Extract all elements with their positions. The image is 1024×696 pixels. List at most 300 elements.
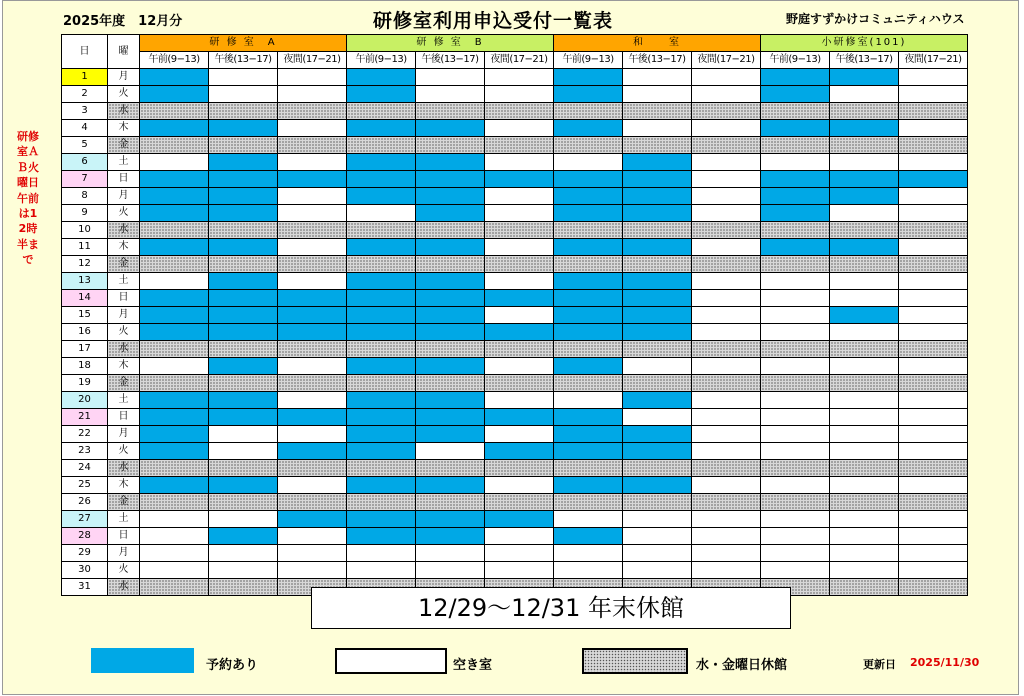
- slot-booked: [554, 358, 623, 375]
- slot-closed: [140, 222, 209, 239]
- slot-booked: [761, 86, 830, 103]
- slot-closed: [554, 494, 623, 511]
- slot-closed: [209, 137, 278, 154]
- slot-booked: [278, 171, 347, 188]
- day-row: [62, 443, 968, 460]
- slot-closed: [554, 137, 623, 154]
- slot-booked: [830, 120, 899, 137]
- slot-closed: [140, 341, 209, 358]
- slot-vacant: [692, 358, 761, 375]
- slot-booked: [554, 290, 623, 307]
- day-row: [62, 222, 968, 239]
- slot-closed: [347, 137, 416, 154]
- slot-vacant: [830, 154, 899, 171]
- slot-booked: [278, 324, 347, 341]
- slot-booked: [209, 154, 278, 171]
- slot-booked: [554, 324, 623, 341]
- slot-vacant: [830, 545, 899, 562]
- slot-vacant: [209, 443, 278, 460]
- slot-closed: [899, 460, 968, 477]
- slot-booked: [209, 477, 278, 494]
- slot-vacant: [761, 443, 830, 460]
- slot-vacant: [485, 239, 554, 256]
- slot-booked: [278, 409, 347, 426]
- day-row: [62, 205, 968, 222]
- slot-header: 夜間(17−21): [899, 52, 968, 69]
- day-number: 18: [62, 358, 108, 375]
- slot-vacant: [140, 511, 209, 528]
- slot-vacant: [761, 154, 830, 171]
- weekday: 火: [108, 86, 140, 103]
- slot-booked: [347, 171, 416, 188]
- slot-vacant: [623, 562, 692, 579]
- slot-vacant: [899, 545, 968, 562]
- slot-closed: [485, 137, 554, 154]
- day-number: 4: [62, 120, 108, 137]
- slot-vacant: [140, 562, 209, 579]
- slot-vacant: [554, 562, 623, 579]
- slot-closed: [830, 579, 899, 596]
- slot-closed: [554, 341, 623, 358]
- slot-vacant: [830, 562, 899, 579]
- schedule-sheet: [2, 0, 1019, 695]
- slot-booked: [416, 120, 485, 137]
- slot-vacant: [485, 358, 554, 375]
- slot-vacant: [761, 273, 830, 290]
- slot-header: 午後(13−17): [209, 52, 278, 69]
- slot-booked: [347, 358, 416, 375]
- slot-closed: [485, 494, 554, 511]
- slot-vacant: [761, 528, 830, 545]
- day-row: [62, 324, 968, 341]
- slot-vacant: [692, 86, 761, 103]
- slot-vacant: [692, 273, 761, 290]
- slot-vacant: [416, 562, 485, 579]
- slot-booked: [554, 171, 623, 188]
- slot-booked: [209, 528, 278, 545]
- day-row: [62, 86, 968, 103]
- weekday: 水: [108, 341, 140, 358]
- day-number: 7: [62, 171, 108, 188]
- slot-booked: [347, 307, 416, 324]
- day-row: [62, 392, 968, 409]
- slot-booked: [140, 409, 209, 426]
- period-label: 2025年度 12月分: [63, 14, 183, 29]
- slot-vacant: [554, 511, 623, 528]
- slot-booked: [416, 409, 485, 426]
- weekday: 水: [108, 103, 140, 120]
- slot-booked: [416, 392, 485, 409]
- slot-header: 午前(9−13): [347, 52, 416, 69]
- slot-closed: [485, 103, 554, 120]
- slot-booked: [554, 239, 623, 256]
- day-row: [62, 290, 968, 307]
- slot-vacant: [278, 358, 347, 375]
- slot-booked: [623, 205, 692, 222]
- slot-vacant: [899, 239, 968, 256]
- slot-vacant: [209, 562, 278, 579]
- slot-closed: [347, 341, 416, 358]
- slot-booked: [209, 307, 278, 324]
- slot-closed: [899, 579, 968, 596]
- day-number: 5: [62, 137, 108, 154]
- slot-closed: [140, 375, 209, 392]
- slot-booked: [347, 392, 416, 409]
- slot-booked: [140, 307, 209, 324]
- slot-header-row: [62, 52, 968, 69]
- slot-vacant: [140, 358, 209, 375]
- slot-closed: [485, 375, 554, 392]
- slot-vacant: [347, 562, 416, 579]
- slot-vacant: [899, 511, 968, 528]
- page-title: 研修室利用申込受付一覧表: [373, 10, 614, 32]
- slot-booked: [761, 171, 830, 188]
- day-number: 20: [62, 392, 108, 409]
- slot-vacant: [761, 307, 830, 324]
- slot-vacant: [209, 86, 278, 103]
- slot-vacant: [140, 273, 209, 290]
- weekday: 火: [108, 443, 140, 460]
- slot-booked: [209, 392, 278, 409]
- slot-closed: [761, 494, 830, 511]
- slot-closed: [278, 222, 347, 239]
- slot-closed: [416, 375, 485, 392]
- slot-booked: [761, 205, 830, 222]
- weekday: 金: [108, 137, 140, 154]
- slot-booked: [623, 477, 692, 494]
- weekday: 水: [108, 460, 140, 477]
- slot-closed: [416, 103, 485, 120]
- slot-vacant: [416, 69, 485, 86]
- slot-closed: [140, 494, 209, 511]
- slot-vacant: [209, 69, 278, 86]
- slot-vacant: [485, 69, 554, 86]
- slot-closed: [899, 103, 968, 120]
- day-number: 1: [62, 69, 108, 86]
- slot-booked: [830, 171, 899, 188]
- slot-vacant: [761, 392, 830, 409]
- day-number: 25: [62, 477, 108, 494]
- slot-vacant: [554, 392, 623, 409]
- slot-booked: [623, 443, 692, 460]
- slot-booked: [623, 392, 692, 409]
- slot-closed: [209, 222, 278, 239]
- slot-booked: [416, 290, 485, 307]
- slot-vacant: [416, 443, 485, 460]
- slot-vacant: [278, 239, 347, 256]
- slot-closed: [692, 256, 761, 273]
- slot-booked: [830, 239, 899, 256]
- slot-vacant: [899, 273, 968, 290]
- slot-closed: [623, 137, 692, 154]
- slot-booked: [347, 409, 416, 426]
- weekday: 日: [108, 290, 140, 307]
- slot-closed: [347, 222, 416, 239]
- legend-vacant-label: 空き室: [453, 658, 493, 673]
- slot-vacant: [761, 477, 830, 494]
- room-header-row: [62, 35, 968, 52]
- slot-booked: [416, 426, 485, 443]
- slot-vacant: [485, 307, 554, 324]
- slot-vacant: [278, 154, 347, 171]
- slot-vacant: [692, 120, 761, 137]
- closure-notice: 12/29〜12/31 年末休館: [311, 587, 791, 629]
- slot-closed: [554, 256, 623, 273]
- slot-closed: [761, 256, 830, 273]
- slot-closed: [761, 103, 830, 120]
- day-row: [62, 154, 968, 171]
- slot-vacant: [899, 477, 968, 494]
- slot-closed: [692, 222, 761, 239]
- slot-vacant: [692, 205, 761, 222]
- slot-closed: [692, 494, 761, 511]
- slot-booked: [209, 171, 278, 188]
- slot-booked: [416, 171, 485, 188]
- day-row: [62, 477, 968, 494]
- slot-booked: [140, 120, 209, 137]
- slot-booked: [485, 443, 554, 460]
- slot-vacant: [140, 154, 209, 171]
- slot-booked: [485, 511, 554, 528]
- slot-closed: [830, 375, 899, 392]
- slot-closed: [899, 341, 968, 358]
- day-number: 9: [62, 205, 108, 222]
- legend-booked-label: 予約あり: [206, 658, 259, 673]
- slot-booked: [554, 188, 623, 205]
- slot-vacant: [692, 528, 761, 545]
- slot-vacant: [485, 273, 554, 290]
- slot-header: 夜間(17−21): [485, 52, 554, 69]
- slot-vacant: [485, 392, 554, 409]
- slot-booked: [761, 69, 830, 86]
- day-number: 16: [62, 324, 108, 341]
- slot-vacant: [623, 511, 692, 528]
- slot-booked: [761, 188, 830, 205]
- room-header-1: 研 修 室 A: [140, 35, 347, 52]
- weekday: 土: [108, 392, 140, 409]
- slot-vacant: [485, 528, 554, 545]
- day-row: [62, 273, 968, 290]
- slot-closed: [209, 494, 278, 511]
- slot-booked: [347, 426, 416, 443]
- day-number: 11: [62, 239, 108, 256]
- slot-booked: [209, 290, 278, 307]
- slot-header: 午前(9−13): [761, 52, 830, 69]
- slot-closed: [830, 137, 899, 154]
- slot-booked: [347, 120, 416, 137]
- day-number: 26: [62, 494, 108, 511]
- slot-booked: [554, 528, 623, 545]
- slot-booked: [140, 69, 209, 86]
- weekday: 日: [108, 171, 140, 188]
- room-header-2: 研 修 室 B: [347, 35, 554, 52]
- slot-vacant: [485, 426, 554, 443]
- slot-closed: [623, 256, 692, 273]
- weekday: 木: [108, 477, 140, 494]
- slot-vacant: [278, 86, 347, 103]
- slot-closed: [278, 341, 347, 358]
- slot-closed: [278, 460, 347, 477]
- updated-date: 2025/11/30: [910, 656, 980, 669]
- slot-vacant: [830, 528, 899, 545]
- slot-vacant: [899, 69, 968, 86]
- slot-booked: [416, 239, 485, 256]
- slot-vacant: [623, 86, 692, 103]
- slot-vacant: [485, 120, 554, 137]
- slot-closed: [209, 375, 278, 392]
- slot-closed: [416, 256, 485, 273]
- day-row: [62, 545, 968, 562]
- day-row: [62, 494, 968, 511]
- slot-closed: [692, 375, 761, 392]
- day-number: 27: [62, 511, 108, 528]
- day-row: [62, 69, 968, 86]
- slot-vacant: [692, 392, 761, 409]
- slot-booked: [209, 358, 278, 375]
- slot-vacant: [899, 562, 968, 579]
- weekday: 月: [108, 545, 140, 562]
- slot-vacant: [761, 545, 830, 562]
- day-number: 22: [62, 426, 108, 443]
- slot-booked: [623, 188, 692, 205]
- day-number: 23: [62, 443, 108, 460]
- slot-booked: [554, 69, 623, 86]
- slot-booked: [485, 290, 554, 307]
- slot-vacant: [623, 545, 692, 562]
- slot-vacant: [899, 426, 968, 443]
- slot-booked: [623, 273, 692, 290]
- day-number: 3: [62, 103, 108, 120]
- slot-vacant: [899, 443, 968, 460]
- slot-booked: [623, 290, 692, 307]
- slot-vacant: [416, 86, 485, 103]
- weekday: 木: [108, 239, 140, 256]
- slot-vacant: [899, 409, 968, 426]
- slot-booked: [347, 154, 416, 171]
- slot-vacant: [692, 511, 761, 528]
- slot-closed: [554, 460, 623, 477]
- slot-vacant: [899, 290, 968, 307]
- slot-booked: [554, 205, 623, 222]
- slot-booked: [347, 239, 416, 256]
- slot-closed: [554, 222, 623, 239]
- slot-closed: [485, 460, 554, 477]
- slot-header: 午前(9−13): [554, 52, 623, 69]
- facility-name: 野庭すずかけコミュニティハウス: [786, 12, 965, 26]
- day-number: 29: [62, 545, 108, 562]
- slot-booked: [623, 324, 692, 341]
- slot-closed: [899, 494, 968, 511]
- weekday: 火: [108, 205, 140, 222]
- slot-booked: [278, 443, 347, 460]
- slot-closed: [209, 256, 278, 273]
- weekday: 日: [108, 409, 140, 426]
- day-column-header: 日: [62, 35, 108, 69]
- slot-booked: [209, 205, 278, 222]
- slot-closed: [899, 137, 968, 154]
- slot-closed: [830, 494, 899, 511]
- slot-booked: [416, 358, 485, 375]
- slot-vacant: [899, 86, 968, 103]
- slot-vacant: [554, 545, 623, 562]
- slot-booked: [209, 239, 278, 256]
- slot-closed: [899, 222, 968, 239]
- slot-vacant: [830, 426, 899, 443]
- legend-closed-swatch: [582, 648, 688, 674]
- slot-booked: [554, 86, 623, 103]
- slot-booked: [347, 477, 416, 494]
- weekday: 月: [108, 188, 140, 205]
- slot-header: 午後(13−17): [416, 52, 485, 69]
- slot-closed: [830, 460, 899, 477]
- slot-vacant: [485, 86, 554, 103]
- slot-vacant: [278, 273, 347, 290]
- slot-vacant: [485, 477, 554, 494]
- slot-vacant: [209, 511, 278, 528]
- slot-closed: [761, 222, 830, 239]
- slot-closed: [278, 103, 347, 120]
- slot-vacant: [899, 528, 968, 545]
- slot-booked: [554, 443, 623, 460]
- slot-vacant: [623, 69, 692, 86]
- slot-booked: [140, 239, 209, 256]
- slot-closed: [140, 579, 209, 596]
- slot-closed: [623, 375, 692, 392]
- slot-closed: [830, 256, 899, 273]
- slot-booked: [347, 188, 416, 205]
- slot-booked: [830, 69, 899, 86]
- slot-closed: [761, 137, 830, 154]
- slot-vacant: [830, 358, 899, 375]
- day-row: [62, 120, 968, 137]
- slot-closed: [623, 341, 692, 358]
- slot-vacant: [761, 426, 830, 443]
- day-number: 17: [62, 341, 108, 358]
- slot-booked: [209, 120, 278, 137]
- slot-vacant: [140, 545, 209, 562]
- room-header-4: 小研修室(101): [761, 35, 968, 52]
- slot-vacant: [761, 409, 830, 426]
- weekday: 火: [108, 324, 140, 341]
- slot-vacant: [692, 426, 761, 443]
- updated-label: 更新日: [863, 658, 896, 671]
- slot-booked: [209, 409, 278, 426]
- slot-closed: [830, 103, 899, 120]
- slot-booked: [899, 171, 968, 188]
- slot-closed: [485, 222, 554, 239]
- day-row: [62, 239, 968, 256]
- slot-booked: [416, 528, 485, 545]
- slot-vacant: [830, 392, 899, 409]
- day-row: [62, 188, 968, 205]
- slot-booked: [416, 477, 485, 494]
- slot-closed: [899, 375, 968, 392]
- slot-closed: [692, 341, 761, 358]
- slot-closed: [761, 375, 830, 392]
- slot-closed: [140, 256, 209, 273]
- slot-vacant: [899, 120, 968, 137]
- slot-closed: [416, 460, 485, 477]
- slot-closed: [485, 341, 554, 358]
- slot-vacant: [347, 545, 416, 562]
- reservation-grid: [61, 34, 968, 596]
- weekday: 木: [108, 120, 140, 137]
- slot-vacant: [416, 545, 485, 562]
- slot-closed: [209, 579, 278, 596]
- day-number: 10: [62, 222, 108, 239]
- slot-vacant: [761, 358, 830, 375]
- slot-booked: [347, 86, 416, 103]
